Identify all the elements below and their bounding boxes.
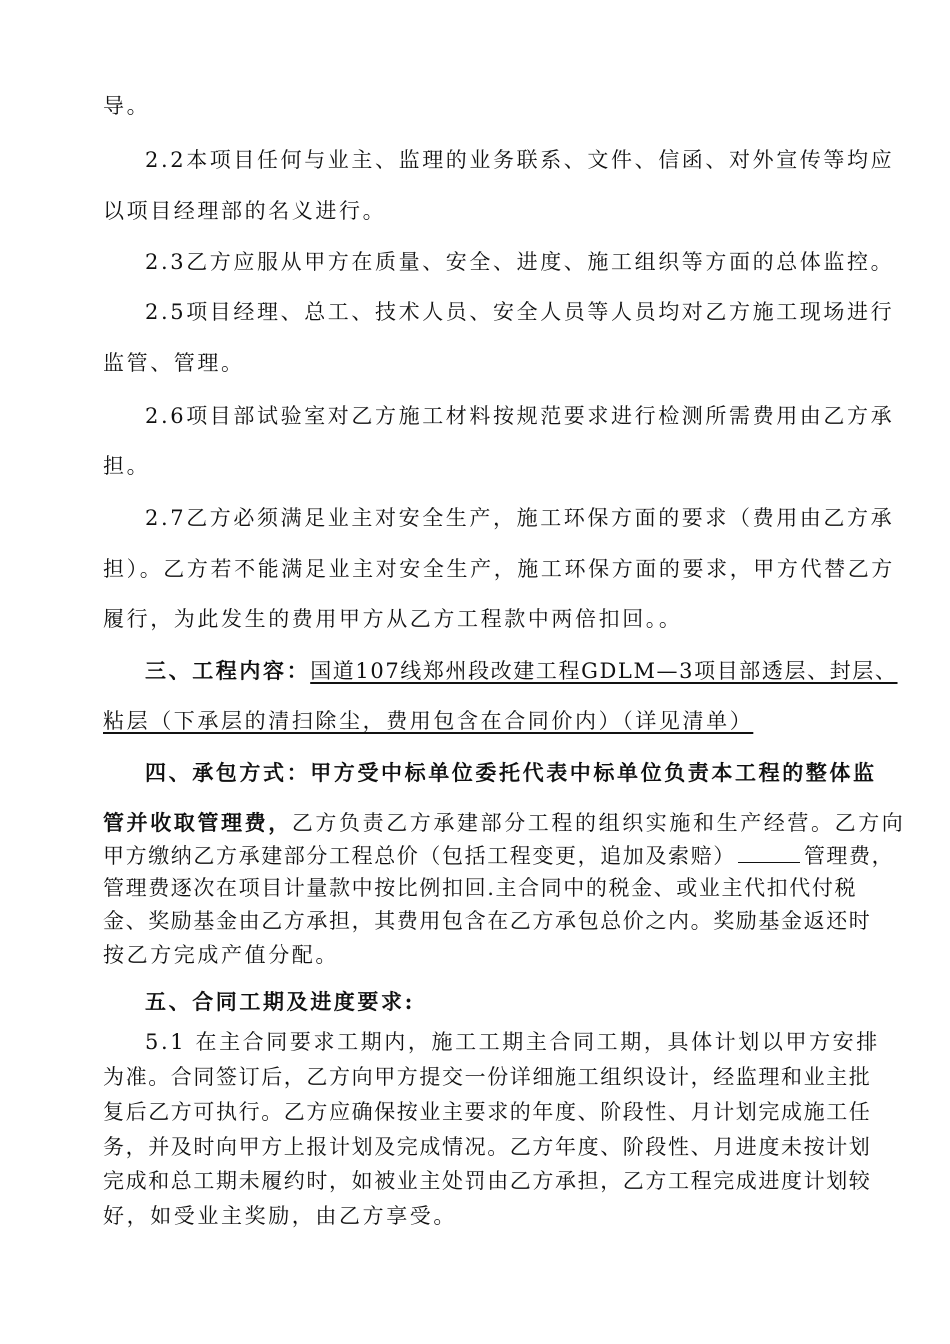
paragraph-line: 担）。乙方若不能满足业主对安全生产，施工环保方面的要求，甲方代替乙方	[103, 557, 895, 581]
paragraph-line: 完成和总工期未履约时，如被业主处罚由乙方承担，乙方工程完成进度计划较	[103, 1169, 872, 1193]
paragraph-line: 复后乙方可执行。乙方应确保按业主要求的年度、阶段性、月计划完成施工任	[103, 1100, 872, 1124]
bold-text: 管并收取管理费，	[103, 810, 292, 835]
paragraph-line: 为准。合同签订后，乙方向甲方提交一份详细施工组织设计，经监理和业主批	[103, 1065, 872, 1089]
paragraph-line: 管理费逐次在项目计量款中按比例扣回.主合同中的税金、或业主代扣代付税	[103, 876, 858, 900]
paragraph-line: 以项目经理部的名义进行。	[103, 199, 387, 223]
section-heading-line: 四、承包方式：甲方受中标单位委托代表中标单位负责本工程的整体监	[145, 760, 877, 785]
paragraph-line: 2.3乙方应服从甲方在质量、安全、进度、施工组织等方面的总体监控。	[145, 250, 895, 274]
paragraph-line: 5.1 在主合同要求工期内，施工工期主合同工期，具体计划以甲方安排	[145, 1030, 880, 1054]
underlined-line: 粘层（下承层的清扫除尘，费用包含在合同价内）（详见清单）	[103, 709, 754, 733]
paragraph-line: 按乙方完成产值分配。	[103, 943, 339, 967]
section-line	[145, 656, 898, 686]
paragraph-line: 务，并及时向甲方上报计划及完成情况。乙方年度、阶段性、月进度未按计划	[103, 1135, 872, 1159]
paragraph-text: 管理费，	[803, 844, 895, 868]
paragraph-line: 2.5项目经理、总工、技术人员、安全人员等人员均对乙方施工现场进行	[145, 300, 895, 324]
paragraph-line: 2.6项目部试验室对乙方施工材料按规范要求进行检测所需费用由乙方承	[145, 404, 895, 428]
paragraph-text: 甲方缴纳乙方承建部分工程总价（包括工程变更，追加及索赔）	[103, 844, 736, 868]
paragraph-line: 2.7乙方必须满足业主对安全生产，施工环保方面的要求（费用由乙方承	[145, 506, 895, 530]
section-heading-line: 五、合同工期及进度要求:	[145, 989, 415, 1014]
paragraph-line: 导。	[103, 94, 151, 118]
paragraph-line	[103, 808, 906, 838]
paragraph-line: 担。	[103, 454, 151, 478]
fill-in-blank	[738, 840, 800, 863]
paragraph-line: 履行，为此发生的费用甲方从乙方工程款中两倍扣回。。	[103, 607, 683, 631]
paragraph-line	[103, 840, 895, 871]
paragraph-line: 2.2本项目任何与业主、监理的业务联系、文件、信函、对外宣传等均应	[145, 148, 895, 172]
underlined-text: 国道107线郑州段改建工程GDLM—3项目部透层、封层、	[310, 659, 898, 683]
paragraph-line: 监管、管理。	[103, 351, 245, 375]
paragraph-text: 乙方负责乙方承建部分工程的组织实施和生产经营。乙方向	[291, 811, 906, 835]
section-heading: 三、工程内容：	[145, 658, 311, 683]
paragraph-line: 好，如受业主奖励，由乙方享受。	[103, 1204, 457, 1228]
paragraph-line: 金、奖励基金由乙方承担，其费用包含在乙方承包总价之内。奖励基金返还时	[103, 909, 872, 933]
